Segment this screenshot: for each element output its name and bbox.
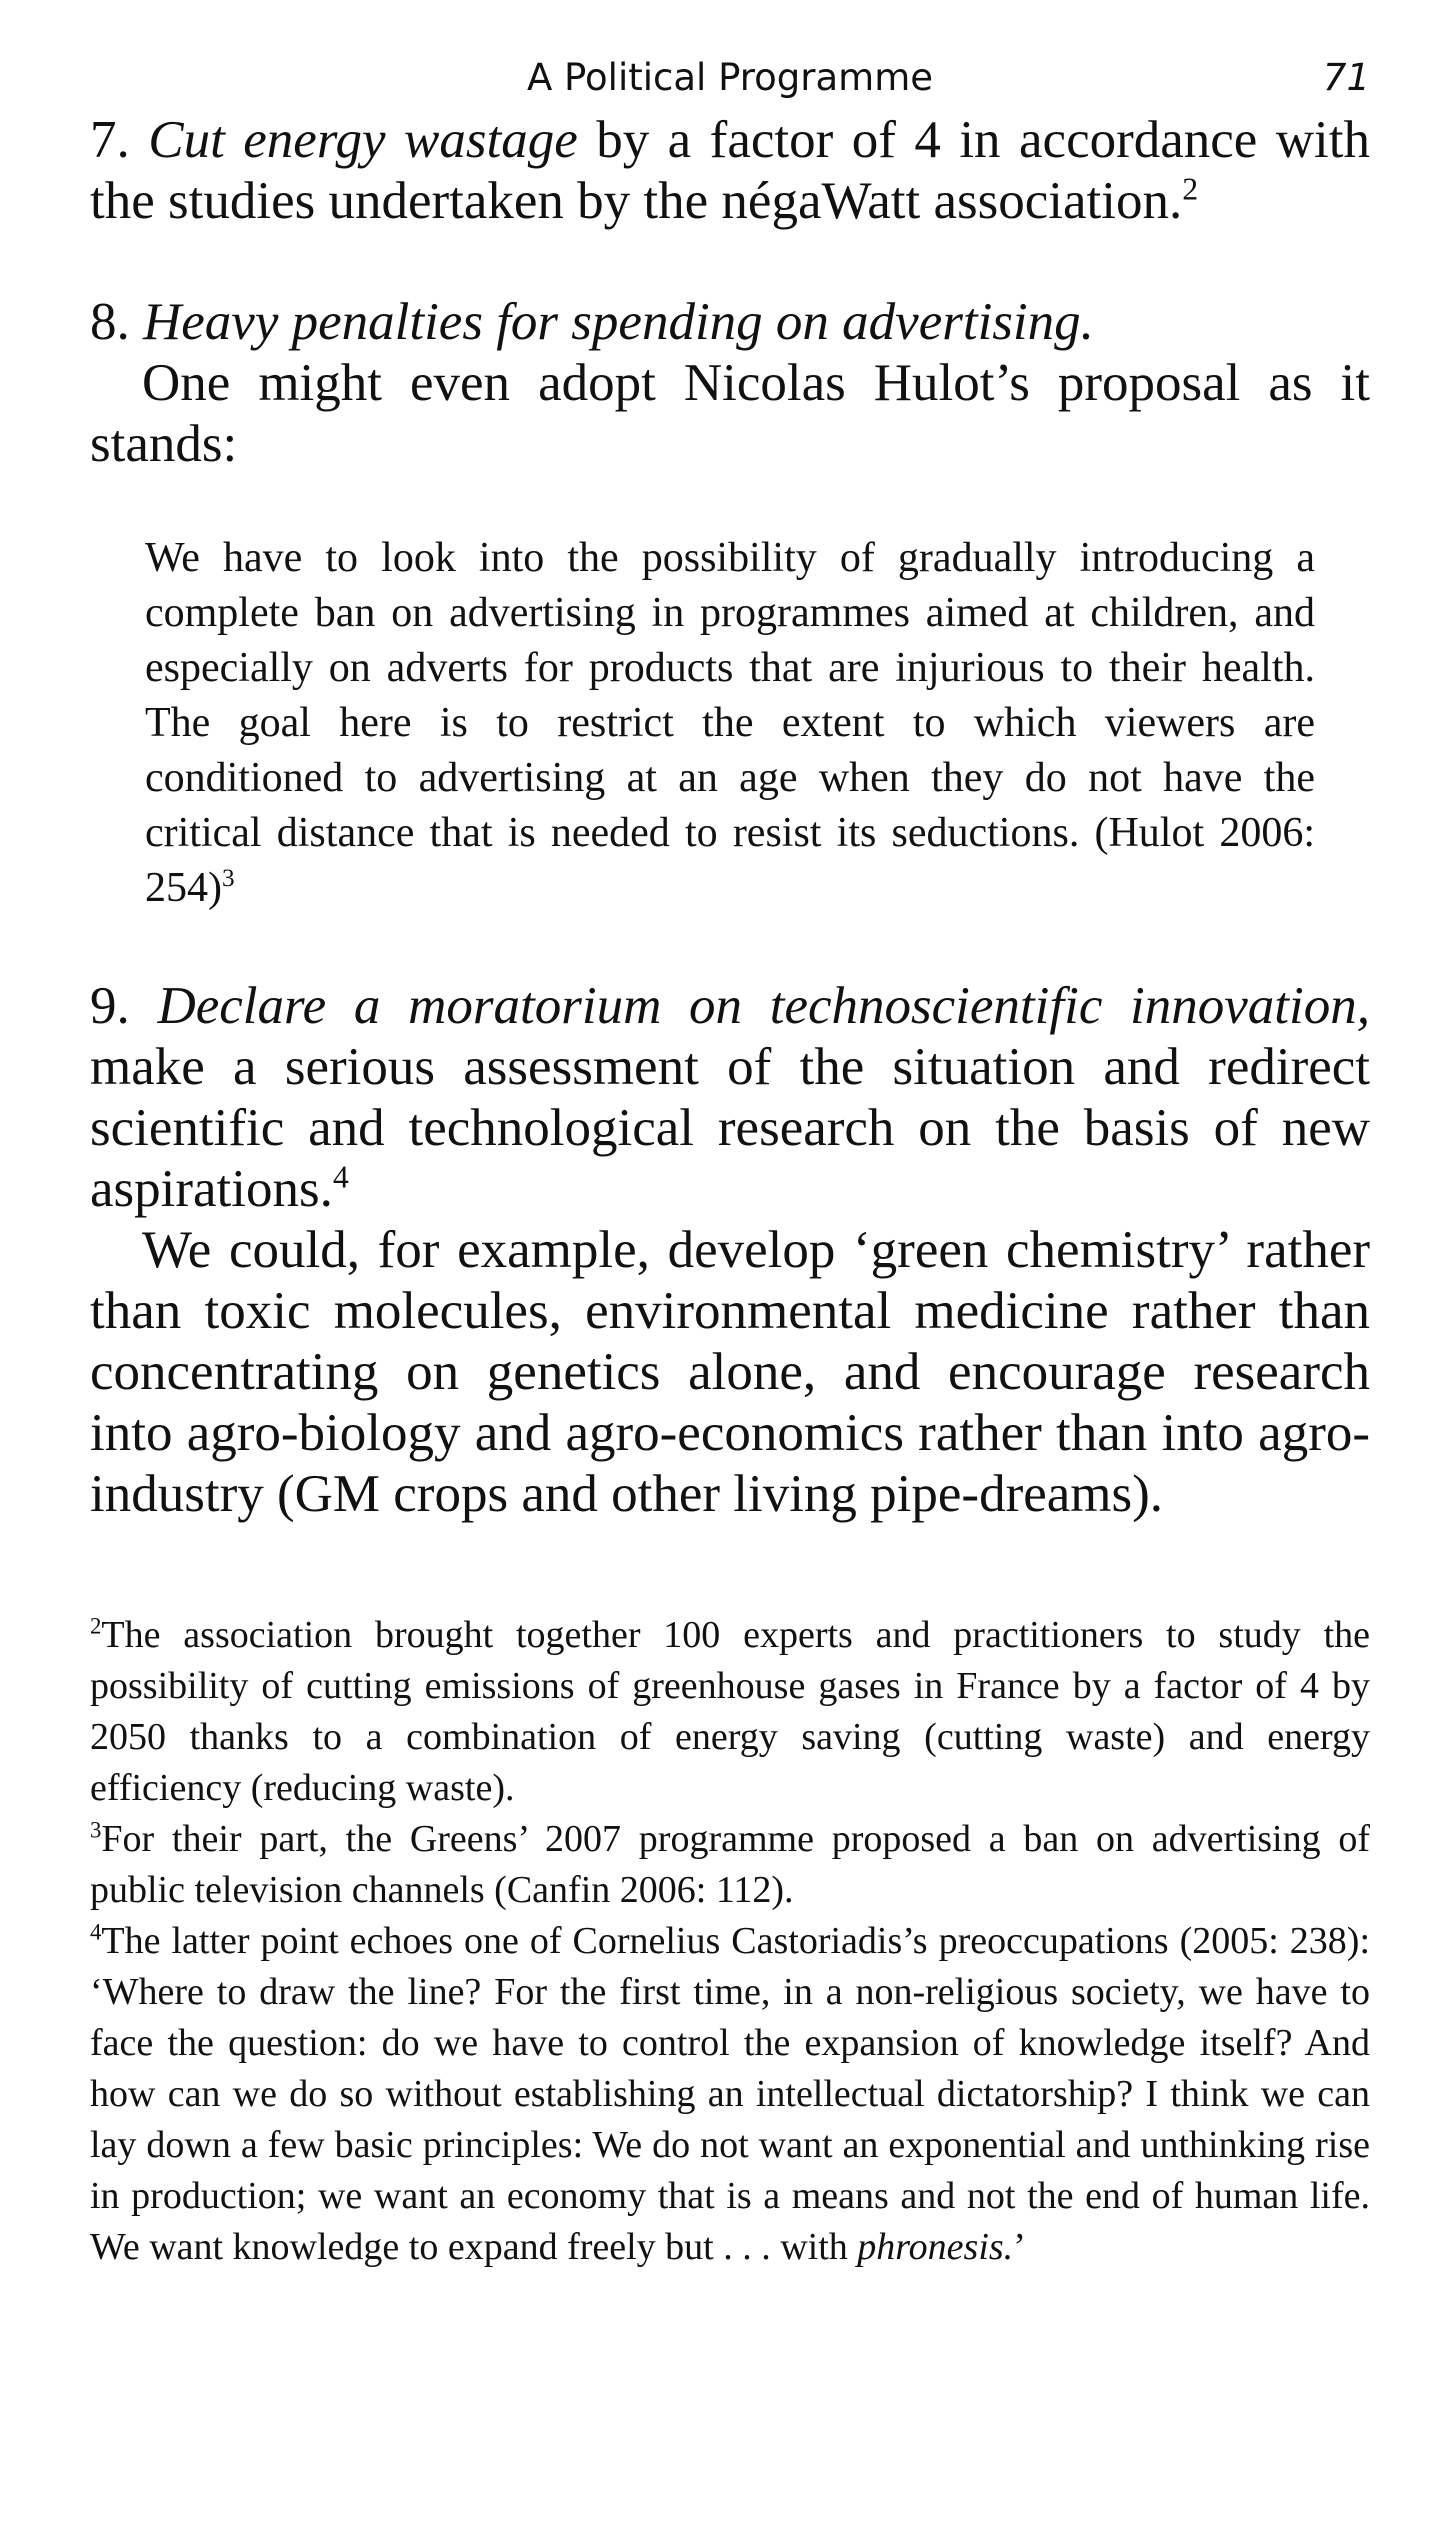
- item-8: [90, 292, 1370, 353]
- footnote-mark: 2: [90, 1613, 102, 1639]
- footnote-closing-quote: ’: [1013, 2226, 1026, 2268]
- paragraph: We could, for example, develop ‘green chemistry’ rather than toxic molecules, environmental medicine rather than concentrating on genetics alone, and encourage research into agro-biology and agro-economics rather than into agro-industry (GM crops and other living pipe-dreams).: [90, 1221, 1370, 1523]
- paragraph: One might even adopt Nicolas Hulot’s proposal as it stands:: [90, 354, 1370, 473]
- item-heading: Declare a moratorium on technoscientific innovation,: [157, 977, 1370, 1035]
- book-page: [90, 50, 1371, 2268]
- page-header: [90, 50, 1370, 110]
- footnote-mark: 3: [90, 1817, 102, 1843]
- main-text: [90, 110, 1370, 1525]
- item-number: 8.: [90, 293, 130, 351]
- footnote-text: The latter point echoes one of Cornelius Castoriadis’s preoccupations (2005: 238): ‘Where to draw the line? For the first time, in a non-religious society, we have to face the question: do we have to control the expansion of knowledge itself? And how can we do so without establishing an intellectual dictatorship? I think we can lay down a few basic principles: We do not want an exponential and unthinking rise in production; we want an economy that is a means and not the end of human life. We want knowledge to expand freely but . . . with: [90, 1920, 1370, 2268]
- note-ref: 2: [1182, 171, 1199, 207]
- footnote-text: For their part, the Greens’ 2007 programme proposed a ban on advertising of public television channels (Canfin 2006: 112).: [90, 1818, 1370, 1911]
- note-ref: 4: [332, 1159, 349, 1195]
- running-head: A Political Programme: [526, 56, 934, 99]
- item-number: 7.: [90, 111, 130, 169]
- quote-text: We have to look into the possibility of gradually introducing a complete ban on advertising in programmes aimed at children, and especially on adverts for products that are injurious to their health. The goal here is to restrict the extent to which viewers are conditioned to advertising at an age when they do not have the critical distance that is needed to resist its seductions. (Hulot 2006: 254): [145, 535, 1315, 911]
- page-number: 71: [1322, 56, 1370, 99]
- item-text: make a serious assessment of the situation and redirect scientific and technological research on the basis of new aspirations.: [90, 1038, 1370, 1218]
- item-heading: Cut energy wastage: [148, 111, 578, 169]
- footnotes: [90, 1610, 1370, 2273]
- item-9: [90, 976, 1370, 1220]
- block-quote: [145, 531, 1315, 916]
- item-number: 9.: [90, 977, 130, 1035]
- note-ref: 3: [222, 865, 235, 892]
- item-heading: Heavy penalties for spending on advertising.: [143, 293, 1094, 351]
- footnote: [90, 1916, 1370, 2273]
- footnote-italic-term: phronesis.: [857, 2226, 1014, 2268]
- footnote: [90, 1610, 1370, 1814]
- footnote: [90, 1814, 1370, 1916]
- item-text: by a factor of 4 in accordance with the studies undertaken by the négaWatt association.: [90, 111, 1371, 230]
- item-7: [90, 110, 1370, 232]
- footnote-text: The association brought together 100 experts and practitioners to study the possibility of cutting emissions of greenhouse gases in France by a factor of 4 by 2050 thanks to a combination of energy saving (cutting waste) and energy efficiency (reducing waste).: [90, 1614, 1370, 1809]
- footnote-mark: 4: [90, 1919, 102, 1945]
